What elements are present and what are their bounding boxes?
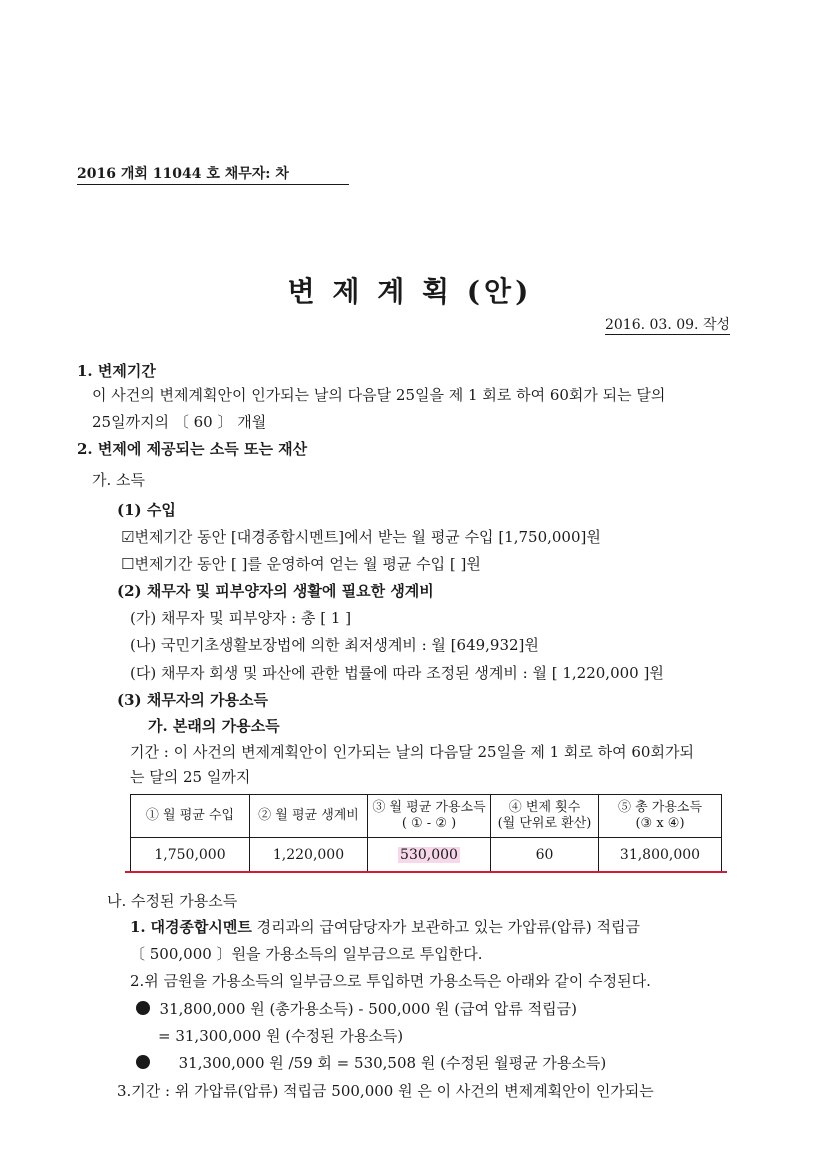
- revised-paragraph-3: 3.기간 : 위 가압류(압류) 적립금 500,000 원 은 이 사건의 변제계획안이 인가되는: [117, 1082, 654, 1100]
- table-row: [131, 838, 722, 873]
- revised-income-heading: 나. 수정된 가용소득: [107, 892, 238, 910]
- document-date: 2016. 03. 09. 작성: [605, 314, 730, 335]
- table-cell: 60: [491, 838, 599, 873]
- section-1-line-2: 25일까지의 〔 60 〕 개월: [92, 413, 267, 431]
- income-option-2-text: 변제기간 동안 [ ]를 운영하여 얻는 월 평균 수입 [ ]원: [134, 555, 481, 573]
- unchecked-box-icon[interactable]: ☐: [121, 555, 135, 573]
- disposable-income-heading: (3) 채무자의 가용소득: [117, 691, 268, 709]
- living-cost-heading: (2) 채무자 및 피부양자의 생활에 필요한 생계비: [117, 582, 434, 600]
- calc-line-1: 31,800,000 원 (총가용소득) - 500,000 원 (급여 압류 적립금): [136, 998, 577, 1019]
- income-option-2: [121, 553, 481, 574]
- highlighted-value: 530,000: [400, 847, 458, 863]
- revised-paragraph-1: 1. 대경종합시멘트 경리과의 급여담당자가 보관하고 있는 가압류(압류) 적립금: [130, 918, 640, 936]
- calc-line-3: 31,300,000 원 /59 회 = 530,508 원 (수정된 월평균 가용소득): [136, 1052, 606, 1073]
- document-title: 변 제 계 획 (안): [287, 275, 533, 308]
- calc-line-2: = 31,300,000 원 (수정된 가용소득): [158, 1027, 404, 1045]
- revised-paragraph-2: 2.위 금원을 가용소득의 일부금으로 투입하면 가용소득은 아래와 같이 수정된다.: [130, 972, 651, 990]
- income-heading: (1) 수입: [117, 501, 176, 519]
- living-cost-item-c: (다) 채무자 회생 및 파산에 관한 법률에 따라 조정된 생계비 : 월 [ 1,220,000 ]원: [130, 664, 664, 682]
- case-number-line: 2016 개회 11044 호 채무자: 차: [77, 163, 349, 185]
- living-cost-item-b: (나) 국민기초생활보장법에 의한 최저생계비 : 월 [649,932]원: [130, 636, 539, 654]
- revised-paragraph-1-line-2: 〔 500,000 〕원을 가용소득의 일부금으로 투입한다.: [130, 945, 483, 963]
- table-header-cell: ④ 변제 횟수 (월 단위로 환산): [491, 795, 599, 838]
- original-disposable-heading: 가. 본래의 가용소득: [148, 717, 280, 735]
- table-header-cell: ② 월 평균 생계비: [250, 795, 368, 838]
- table-header-cell: ① 월 평균 수입: [131, 795, 250, 838]
- table-cell: 31,800,000: [599, 838, 722, 873]
- checked-box-icon[interactable]: ☑: [121, 528, 135, 546]
- red-underline: [125, 871, 727, 873]
- income-subheading: 가. 소득: [92, 471, 146, 489]
- table-cell: 1,220,000: [250, 838, 368, 873]
- period-line-2: 는 달의 25 일까지: [130, 768, 251, 786]
- section-2-heading: 2. 변제에 제공되는 소득 또는 재산: [77, 440, 308, 458]
- disposable-income-table: [130, 794, 722, 873]
- table-cell: 1,750,000: [131, 838, 250, 873]
- period-line-1: 기간 : 이 사건의 변제계획안이 인가되는 날의 다음달 25일을 제 1 회로 하여 60회가되: [130, 743, 694, 761]
- living-cost-item-a: (가) 채무자 및 피부양자 : 총 [ 1 ]: [130, 609, 352, 627]
- income-option-1-text: 변제기간 동안 [대경종합시멘트]에서 받는 월 평균 수입 [1,750,000]원: [134, 528, 601, 546]
- table-cell: [368, 838, 491, 873]
- company-name: 대경종합시멘트: [150, 918, 252, 936]
- table-header-cell: ③ 월 평균 가용소득 ( ① - ② ): [368, 795, 491, 838]
- table-header-cell: ⑤ 총 가용소득 (③ x ④): [599, 795, 722, 838]
- income-option-1: [121, 526, 601, 547]
- section-1-line-1: 이 사건의 변제계획안이 인가되는 날의 다음달 25일을 제 1 회로 하여 60회가 되는 달의: [92, 386, 666, 404]
- bullet-icon: [136, 1055, 150, 1069]
- section-1-heading: 1. 변제기간: [77, 362, 156, 380]
- bullet-icon: [136, 1001, 150, 1015]
- table-header-row: [131, 795, 722, 838]
